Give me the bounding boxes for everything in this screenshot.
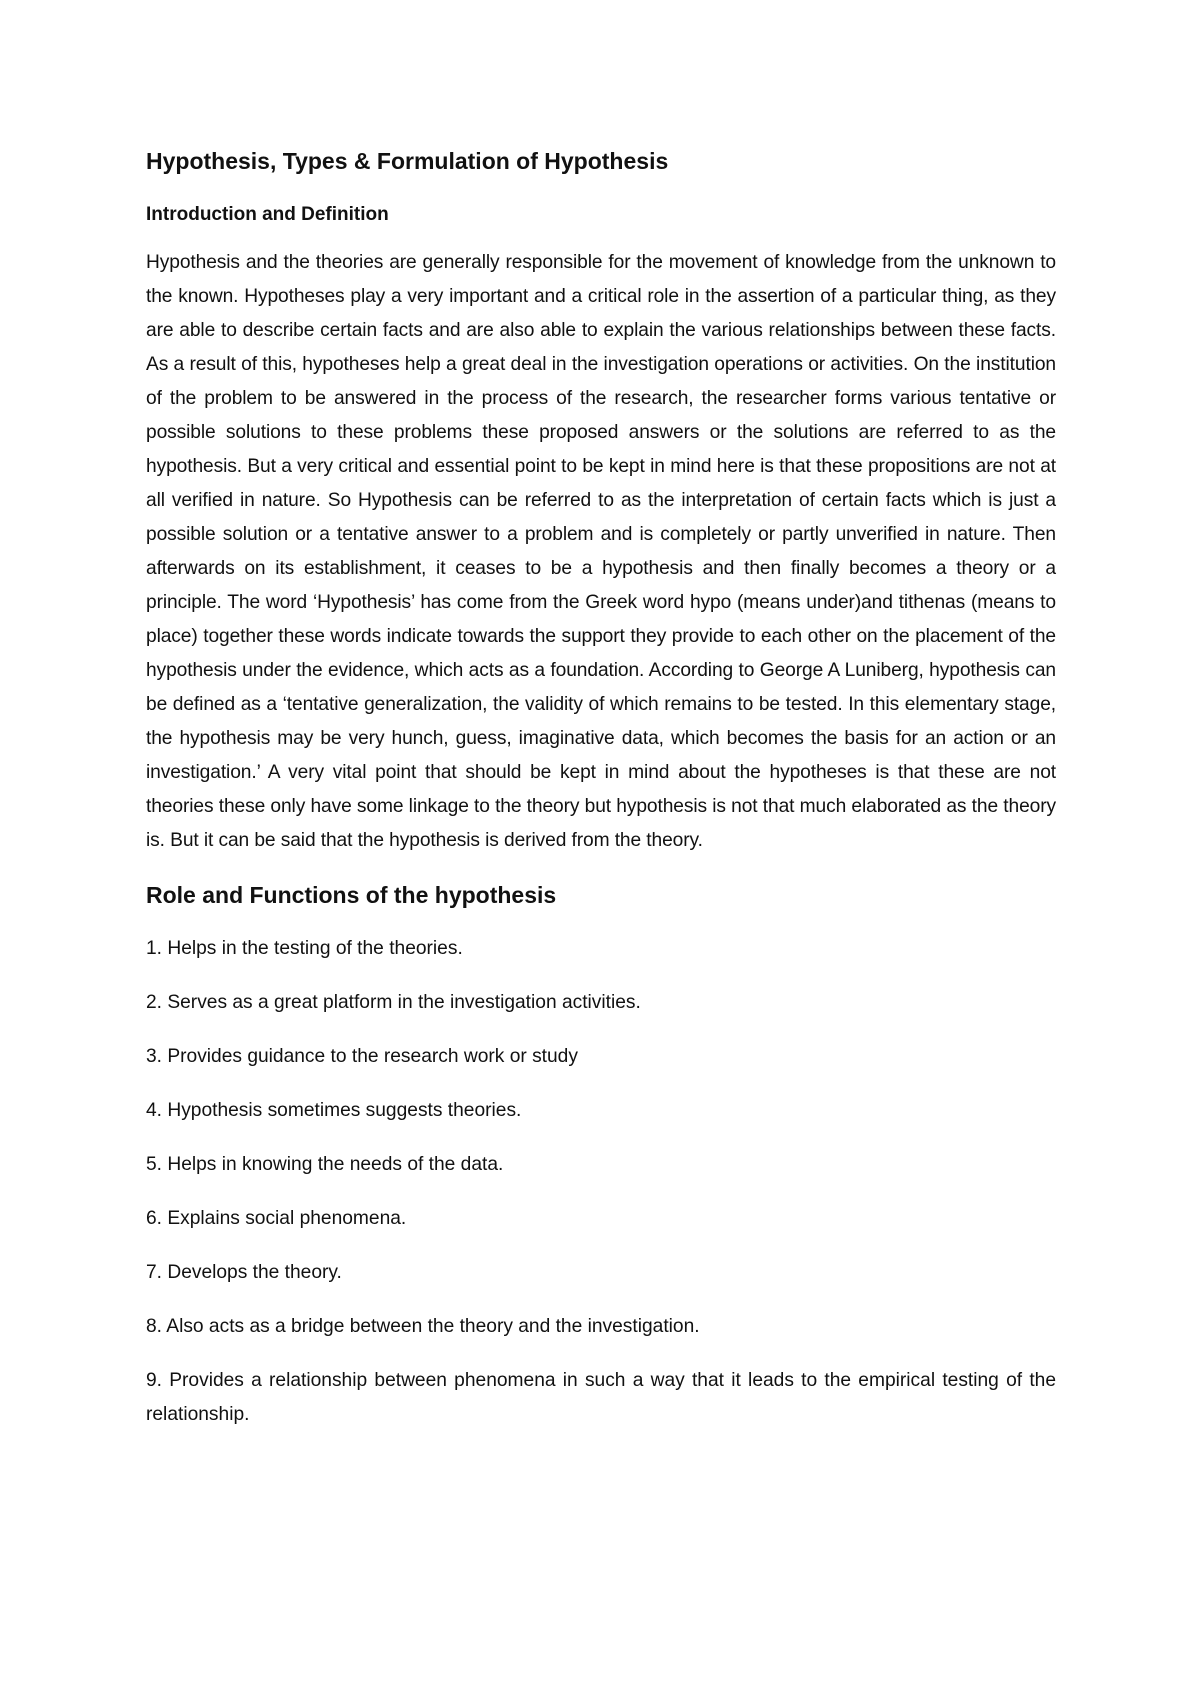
document-title: Hypothesis, Types & Formulation of Hypothesis — [146, 148, 669, 174]
function-item-4: 4. Hypothesis sometimes suggests theories. — [146, 1099, 522, 1121]
function-item-2: 2. Serves as a great platform in the investigation activities. — [146, 991, 641, 1013]
function-item-9: 9. Provides a relationship between phenomena in such a way that it leads to the empirical testing of the relationship. — [146, 1369, 1056, 1425]
function-item-5: 5. Helps in knowing the needs of the data. — [146, 1153, 504, 1175]
function-item-6: 6. Explains social phenomena. — [146, 1207, 407, 1229]
function-item-8: 8. Also acts as a bridge between the theory and the investigation. — [146, 1315, 700, 1337]
intro-paragraph: Hypothesis and the theories are generally responsible for the movement of knowledge from the unknown to the known. Hypotheses play a very important and a critical role in the assertion of a particular thing, as they are able to describe certain facts and are also able to explain the various relationships between these facts. As a result of this, hypotheses help a great deal in the investigation operations or activities. On the institution of the problem to be answered in the process of the research, the researcher forms various tentative or possible solutions to these problems these proposed answers or the solutions are referred to as the hypothesis. But a very critical and essential point to be kept in mind here is that these propositions are not at all verified in nature. So Hypothesis can be referred to as the interpretation of certain facts which is just a possible solution or a tentative answer to a problem and is completely or partly unverified in nature. Then afterwards on its establishment, it ceases to be a hypothesis and then finally becomes a theory or a principle. The word ‘Hypothesis’ has come from the Greek word hypo (means under)and tithenas (means to place) together these words indicate towards the support they provide to each other on the placement of the hypothesis under the evidence, which acts as a foundation. According to George A Luniberg, hypothesis can be defined as a ‘tentative generalization, the validity of which remains to be tested. In this elementary stage, the hypothesis may be very hunch, guess, imaginative data, which becomes the basis for an action or an investigation.’ A very vital point that should be kept in mind about the hypotheses is that these are not theories these only have some linkage to the theory but hypothesis is not that much elaborated as the theory is. But it can be said that the hypothesis is derived from the theory. — [146, 252, 1056, 852]
functions-list — [146, 932, 1056, 1432]
function-item-7: 7. Develops the theory. — [146, 1261, 342, 1283]
function-item-3: 3. Provides guidance to the research work or study — [146, 1045, 578, 1067]
document-page — [146, 148, 1056, 1452]
function-item-1: 1. Helps in the testing of the theories. — [146, 937, 463, 959]
intro-heading: Introduction and Definition — [146, 203, 389, 225]
functions-heading: Role and Functions of the hypothesis — [146, 882, 557, 909]
